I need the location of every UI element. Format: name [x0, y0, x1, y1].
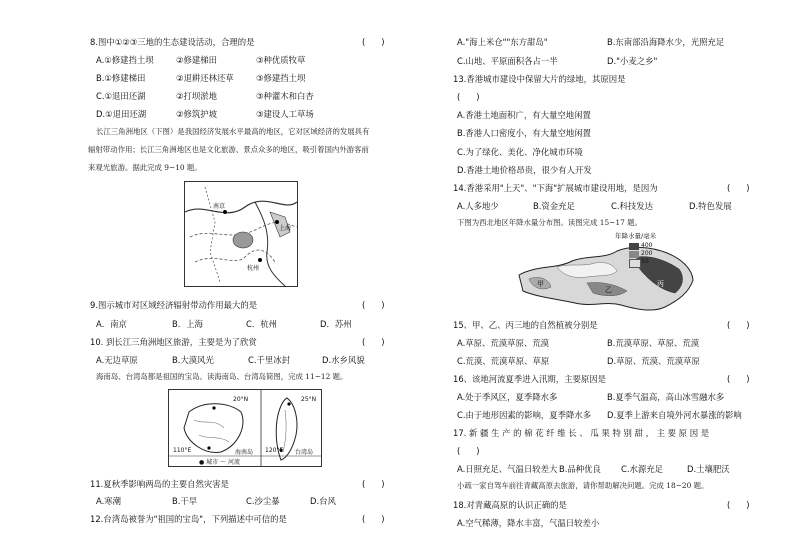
q10-paren: ( ) [362, 337, 385, 347]
q13-paren: ( ) [457, 92, 480, 102]
map-legend: ● 城市 ～ 河流 [199, 459, 240, 466]
legend-swatch-50 [629, 259, 641, 268]
q9-option-a: A．南京 [96, 319, 127, 329]
q12-paren: ( ) [362, 514, 385, 524]
yangtze-delta-map-svg [185, 182, 297, 286]
q13-option-b: B.香港人口密度小，有大量空地闲置 [457, 128, 592, 138]
q11-option-d: D.台风 [310, 496, 336, 506]
map-label-bing: 丙 [657, 280, 664, 288]
q11-option-b: B.干旱 [172, 496, 198, 506]
legend-label-50: 50 [641, 258, 649, 265]
q15-option-b: B.荒漠草原、草原、荒漠 [607, 338, 700, 348]
q10-option-b: B.大漠风光 [172, 355, 214, 365]
q8-option-c-3: ③种灌木和白杏 [256, 91, 314, 101]
intro-18: 小疏一家自驾车前往青藏高原去旅游，请你帮助解决问题。完成 18~20 题。 [457, 481, 709, 490]
q15-option-d: D.草原、荒漠、荒漠草原 [607, 356, 700, 366]
intro-9-line3: 来观光旅游。据此完成 9~10 题。 [88, 163, 202, 172]
hainan-taiwan-map [168, 389, 322, 467]
legend-label-400: 400 [641, 242, 653, 249]
q12-option-b: B.东南部沿海降水少，光照充足 [607, 37, 725, 47]
q17-option-c: C.水源充足 [621, 464, 664, 474]
q13-option-d: D.香港土地价格昂贵，很少有人开发 [457, 165, 592, 175]
q10-option-a: A.无边草原 [96, 355, 138, 365]
lon-label-120e: 120°E [265, 447, 284, 454]
q8-option-d-1: D.①退田还湖 [96, 109, 147, 119]
map-label-shanghai: 上海 [279, 225, 292, 232]
q15-option-a: A.草原、荒漠草原、荒漠 [457, 338, 549, 348]
q17-option-d: D.土壤肥沃 [687, 464, 730, 474]
q17-stem: 17. 新 疆 生 产 的 棉 花 纤 维 长 、 瓜 果 特 别 甜 ， 主 要 原 因 是 [453, 428, 710, 438]
q17-paren: ( ) [457, 446, 480, 456]
q8-option-b-3: ③修建挡土坝 [256, 73, 306, 83]
q9-stem: 9.图示城市对区域经济辐射带动作用最大的是 [90, 300, 258, 310]
taiwan-label: 台湾岛 [295, 449, 314, 456]
q11-paren: ( ) [362, 479, 385, 489]
q9-option-b: B．上海 [172, 319, 203, 329]
q12-stem: 12.台湾岛被誉为"祖国的宝岛"，下列描述中可信的是 [90, 514, 287, 524]
yangtze-delta-map [184, 181, 298, 287]
q11-option-a: A.寒潮 [96, 496, 121, 506]
q15-option-c: C.荒漠、荒漠草原、草原 [457, 356, 550, 366]
map-title: 年降水量/毫米 [615, 232, 657, 240]
northwest-precipitation-map [517, 232, 699, 315]
intro-15: 下图为西北地区年降水量分布图。读图完成 15~17 题。 [457, 218, 642, 227]
q17-option-b: B.品种优良 [559, 464, 601, 474]
q11-option-c: C.沙尘暴 [246, 496, 280, 506]
q10-stem: 10. 到长江三角洲地区旅游，主要是为了欣赏 [90, 337, 257, 347]
q13-option-c: C.为了绿化、美化、净化城市环境 [457, 147, 583, 157]
q18-option-a: A.空气稀薄，降水丰富，气温日较差小 [457, 518, 600, 528]
q16-option-c: C.由于地形因素的影响，夏季降水多 [457, 410, 592, 420]
q10-option-c: C.千里冰封 [248, 355, 291, 365]
q14-option-c: C.科技发达 [611, 201, 654, 211]
q12-option-c: C.山地、平原面积各占一半 [457, 56, 558, 66]
lon-label-110e: 110°E [173, 447, 192, 454]
northwest-map-svg [517, 235, 699, 315]
q18-paren: ( ) [727, 500, 750, 510]
q16-paren: ( ) [727, 374, 750, 384]
q8-option-d-3: ③建设人工草场 [256, 109, 314, 119]
q13-option-a: A.香港土地面积广，有大量空地闲置 [457, 110, 591, 120]
legend-label-200: 200 [641, 250, 653, 257]
q16-stem: 16、该地河流夏季进入汛期，主要原因是 [453, 374, 607, 384]
intro-9-line1: 长江三角洲地区（下图）是我国经济发展水平最高的地区，它对区域经济的发展具有 [96, 127, 370, 136]
q8-option-b-2: ②退耕还林还草 [176, 73, 234, 83]
q8-option-c-1: C.①退田还湖 [96, 91, 146, 101]
lat-label-20n: 20°N [233, 396, 249, 403]
q14-option-a: A.人多地少 [457, 201, 499, 211]
q8-stem: 8.图中①②③三地的生态建设活动，合理的是 [90, 37, 255, 47]
intro-11: 海南岛、台湾岛都是祖国的宝岛。读海南岛、台湾岛简图，完成 11~12 题。 [96, 372, 348, 381]
q14-option-b: B.资金充足 [533, 201, 575, 211]
lat-label-25n: 25°N [301, 396, 317, 403]
q14-option-d: D.特色发展 [689, 201, 732, 211]
q8-option-b-1: B.①修建梯田 [96, 73, 146, 83]
q8-option-c-2: ②打坝淤地 [176, 91, 218, 101]
hainan-label: 海南岛 [235, 449, 254, 456]
q12-option-a: A."海上米仓""东方甜岛" [457, 37, 548, 47]
q12-option-d: D."小麦之乡" [607, 56, 658, 66]
q13-stem: 13.香港城市建设中保留大片的绿地，其原因是 [453, 74, 626, 84]
q9-paren: ( ) [362, 300, 385, 310]
legend-swatch-400 [629, 243, 639, 250]
q17-option-a: A.日照充足、气温日较差大 [457, 464, 558, 474]
q15-stem: 15、甲、乙、丙三地的自然植被分别是 [453, 320, 598, 330]
q9-option-c: C．杭州 [246, 319, 277, 329]
q16-option-b: B.夏季气温高，高山冰雪融水多 [607, 392, 725, 402]
q18-stem: 18.对青藏高原的认识正确的是 [453, 500, 567, 510]
map-label-hangzhou: 杭州 [247, 265, 260, 272]
q15-paren: ( ) [727, 320, 750, 330]
legend-swatch-200 [629, 251, 639, 258]
map-label-nanjing: 南京 [213, 203, 226, 210]
q8-paren: ( ) [362, 37, 385, 47]
q10-option-d: D.水乡风貌 [322, 355, 365, 365]
map-label-yi: 乙 [605, 286, 612, 294]
q8-option-d-2: ②修筑护坡 [176, 109, 218, 119]
q16-option-a: A.处于季风区，夏季降水多 [457, 392, 558, 402]
q14-stem: 14.香港采用"上天"、"下海"扩展城市建设用地，是因为 [453, 183, 658, 193]
intro-9-line2: 辐射带动作用；长江三角洲地区也是文化旅游、景点众多的地区，吸引着国内外游客前 [88, 145, 369, 154]
q14-paren: ( ) [727, 183, 750, 193]
q9-option-d: D．苏州 [320, 319, 352, 329]
q16-option-d: D.夏季上游来自境外河水暴涨的影响 [607, 410, 742, 420]
q8-option-a-3: ③种优质牧草 [256, 55, 306, 65]
q8-option-a-1: A.①修建挡土坝 [96, 55, 154, 65]
q8-option-a-2: ②修建梯田 [176, 55, 218, 65]
map-label-jia: 甲 [537, 280, 544, 288]
q11-stem: 11.夏秋季影响两岛的主要自然灾害是 [90, 479, 229, 489]
